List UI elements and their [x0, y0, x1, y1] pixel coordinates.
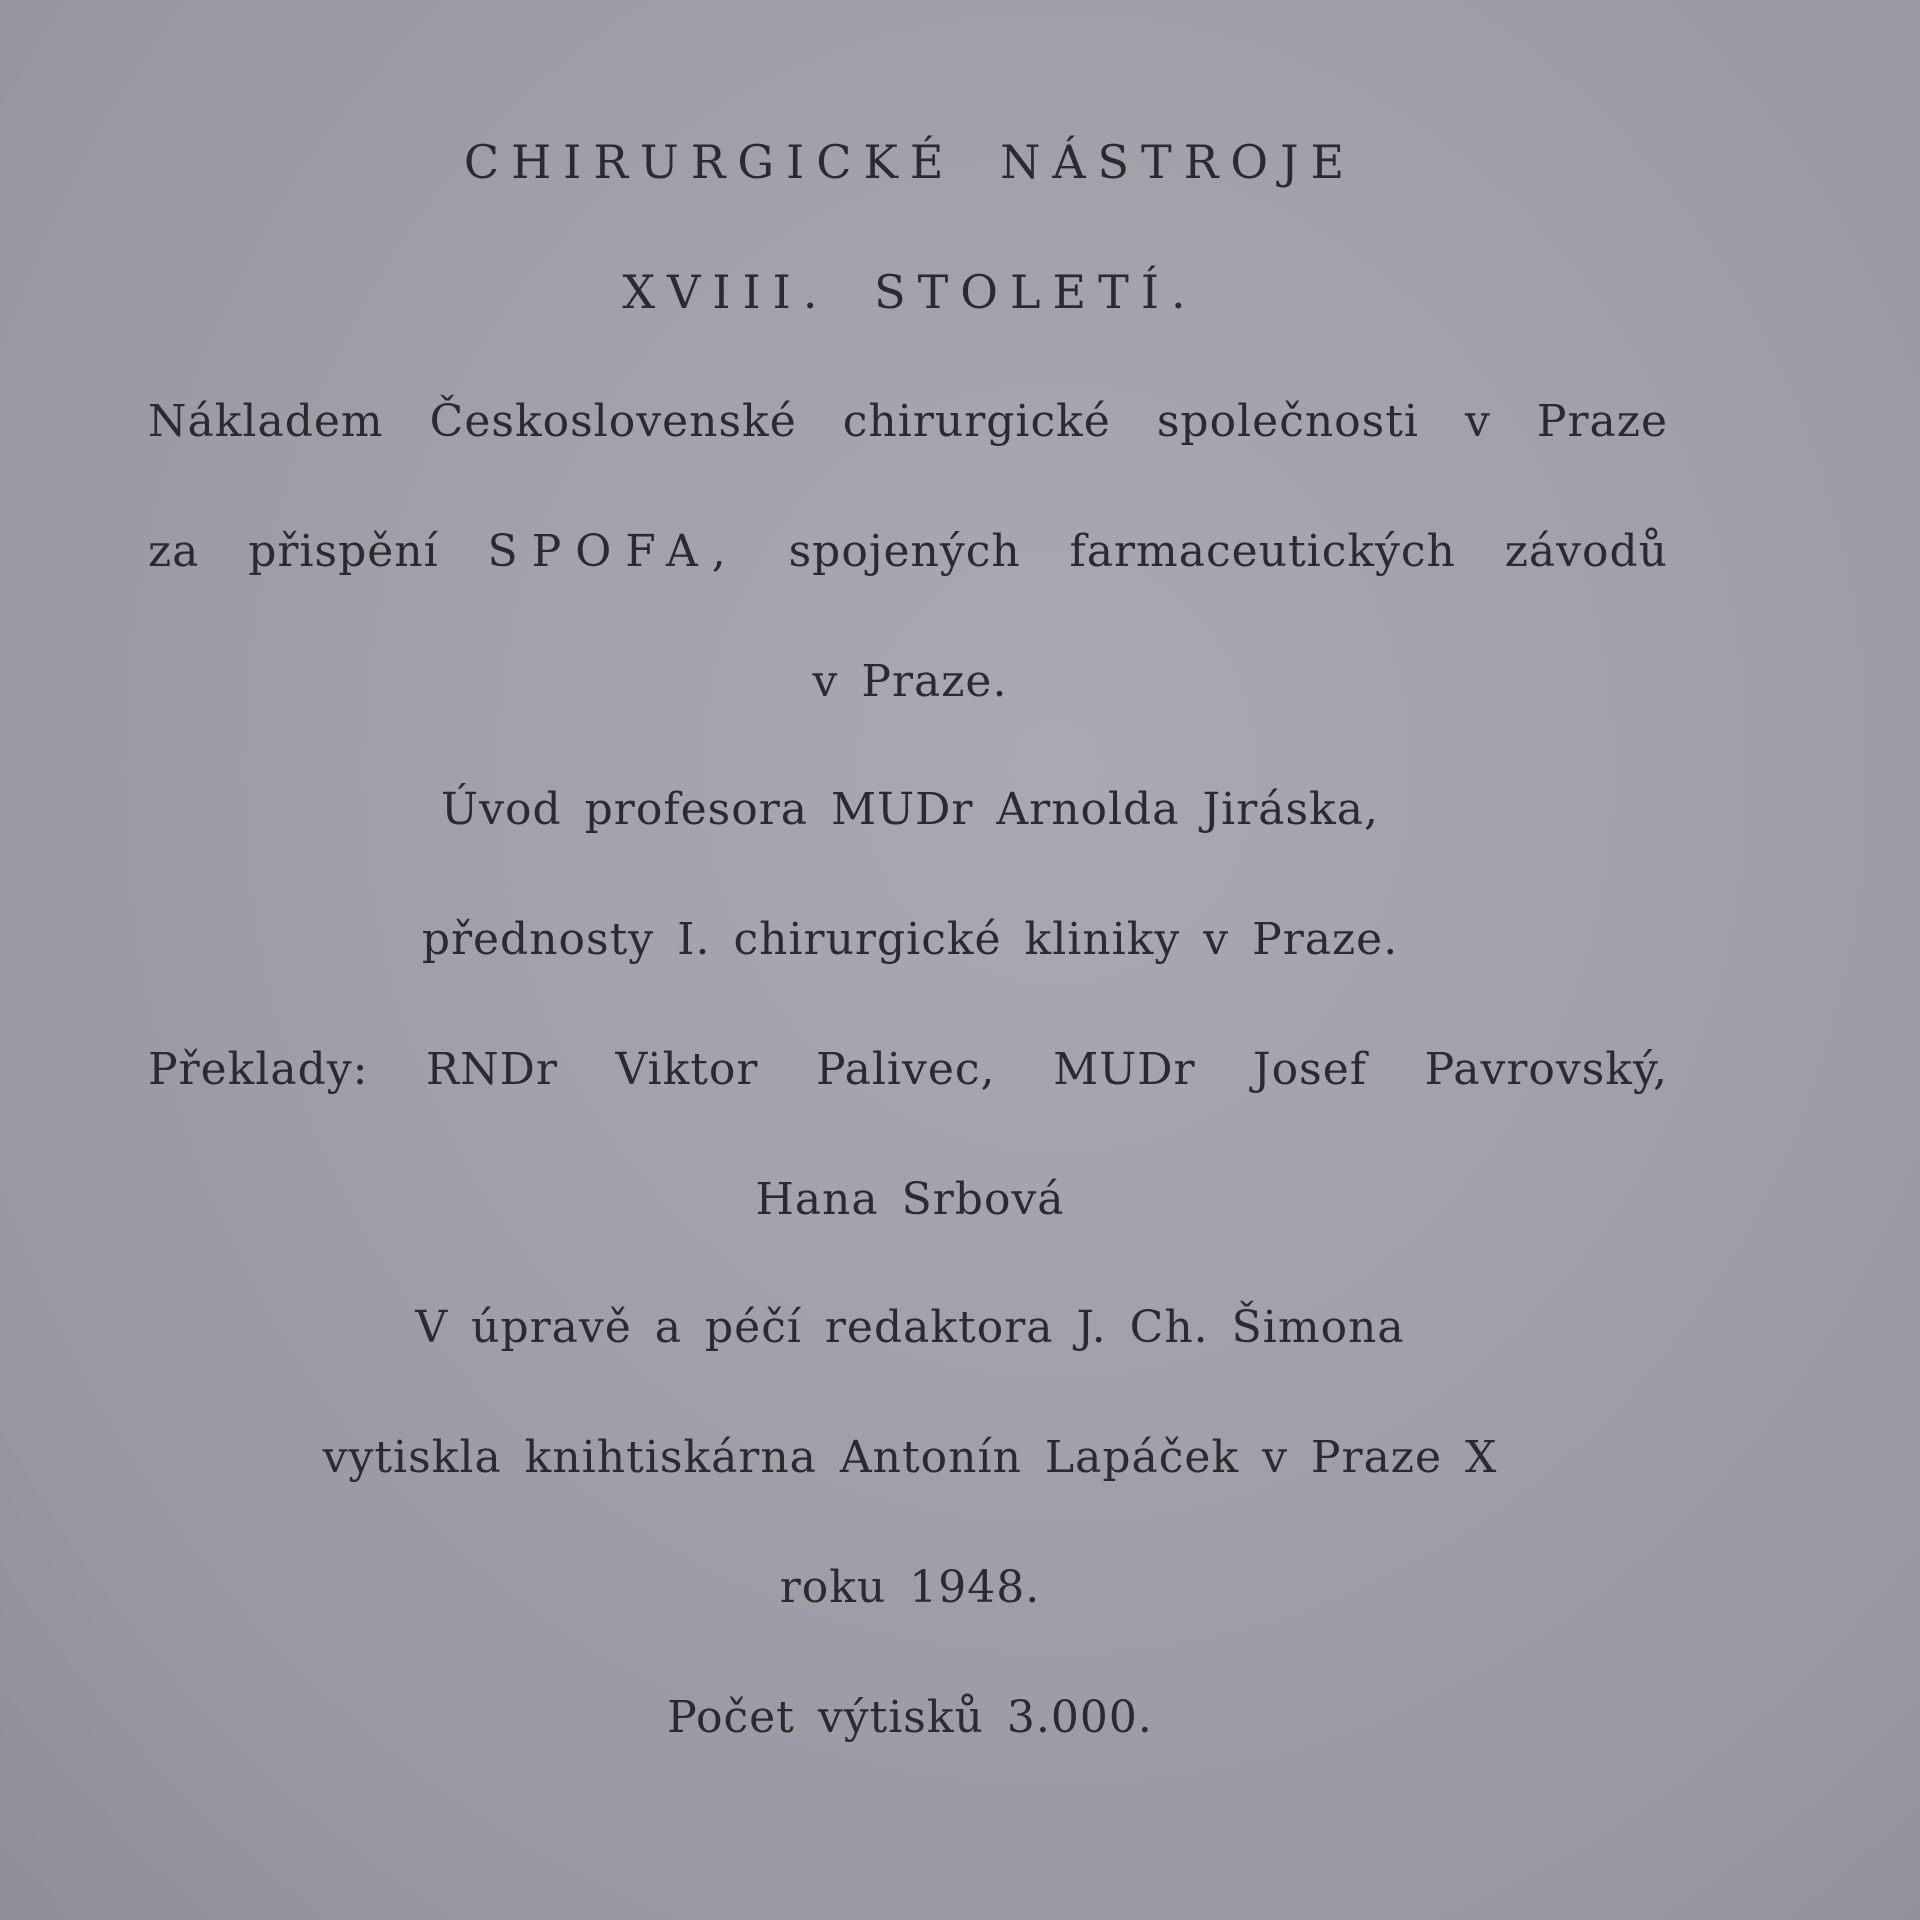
translators-word: Viktor [615, 1044, 759, 1095]
translators-word: RNDr [426, 1044, 558, 1095]
publisher-word: chirurgické [842, 396, 1111, 447]
publisher-word: Praze [1536, 396, 1668, 447]
contribution-word: závodů [1504, 526, 1668, 577]
publisher-word: Nákladem [148, 396, 384, 447]
publisher-word: v [1465, 396, 1491, 447]
contribution-word: přispění [248, 526, 439, 577]
translators-line [148, 1040, 1668, 1100]
intro-line: Úvod profesora MUDr Arnolda Jiráska, [441, 784, 1379, 835]
intro-role-line: přednosty I. chirurgické kliniky v Praze. [421, 914, 1399, 965]
contribution-word: za [148, 526, 200, 577]
publisher-line [148, 392, 1668, 452]
translators-word: Pavrovský, [1424, 1044, 1668, 1095]
spofa-word: SPOFA, [487, 526, 740, 577]
publisher-word: společnosti [1156, 396, 1419, 447]
year-line: roku 1948. [779, 1562, 1041, 1613]
publisher-word: Československé [429, 396, 797, 447]
translator-last-line: Hana Srbová [755, 1174, 1065, 1225]
translators-word: Překlady: [148, 1044, 369, 1095]
editor-line: V úpravě a péčí redaktora J. Ch. Šimona [415, 1302, 1405, 1353]
translators-word: Josef [1253, 1044, 1368, 1095]
title-line-2: XVIII. STOLETÍ. [622, 265, 1198, 319]
translators-word: MUDr [1053, 1044, 1196, 1095]
copies-line: Počet výtisků 3.000. [667, 1692, 1153, 1743]
printer-line: vytiskla knihtiskárna Antonín Lapáček v Praze X [322, 1432, 1498, 1483]
city-line: v Praze. [812, 656, 1008, 707]
title-line-1: CHIRURGICKÉ NÁSTROJE [463, 135, 1357, 189]
contribution-word: farmaceutických [1069, 526, 1456, 577]
contribution-word: spojených [788, 526, 1021, 577]
contribution-line [148, 522, 1668, 582]
translators-word: Palivec, [816, 1044, 996, 1095]
